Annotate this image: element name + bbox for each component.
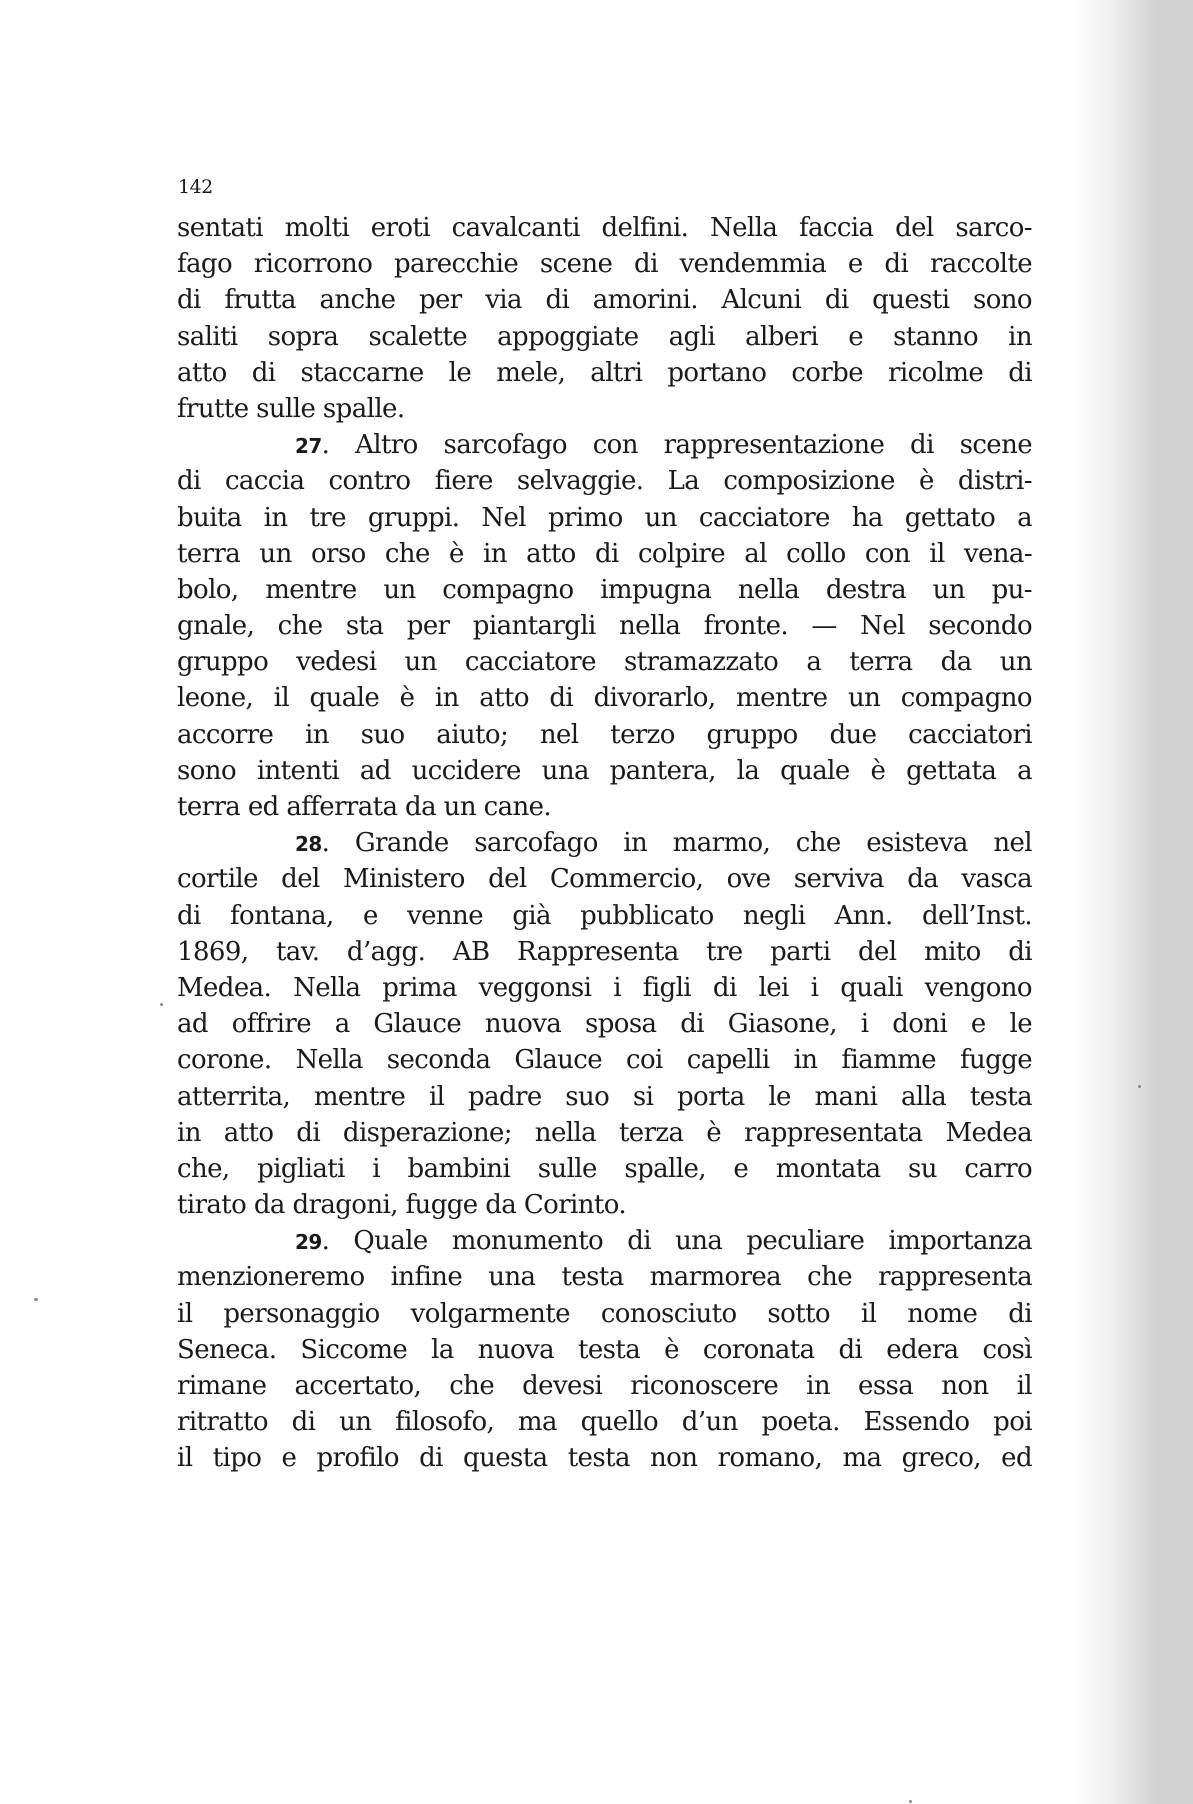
- entry-number: 27: [295, 434, 322, 459]
- line-text: di frutta anche per via di amorini. Alcuni di questi sono: [177, 285, 1032, 316]
- line-text: bolo, mentre un compagno impugna nella destra un pu-: [177, 574, 1032, 605]
- line-text: . Altro sarcofago con rappresentazione di scene: [321, 430, 1032, 461]
- line-text: frutte sulle spalle.: [177, 393, 405, 424]
- line-text: Medea. Nella prima veggonsi i figli di lei i quali vengono: [177, 972, 1032, 1003]
- text-line: [177, 644, 1032, 680]
- line-text: 1869, tav. d’agg. AB Rappresenta tre parti del mito di: [177, 936, 1032, 967]
- line-text: di caccia contro fiere selvaggie. La composizione è distri-: [177, 466, 1032, 497]
- line-text: gnale, che sta per piantargli nella fronte. — Nel secondo: [177, 611, 1032, 642]
- line-text: Seneca. Siccome la nuova testa è coronata di edera così: [177, 1334, 1032, 1365]
- line-text: il tipo e profilo di questa testa non romano, ma greco, ed: [177, 1443, 1032, 1474]
- line-text: cortile del Ministero del Commercio, ove serviva da vasca: [177, 864, 1032, 895]
- line-text: tirato da dragoni, fugge da Corinto.: [177, 1190, 626, 1221]
- text-line: [177, 282, 1032, 318]
- text-line: [177, 1332, 1032, 1368]
- scan-speck: [34, 1298, 38, 1301]
- text-line: [177, 355, 1032, 391]
- scan-speck: [160, 1003, 163, 1006]
- text-line: [177, 1259, 1032, 1295]
- paragraph-start-line: [177, 427, 1032, 463]
- text-line: [177, 717, 1032, 753]
- text-line: [177, 934, 1032, 970]
- body-text: [177, 210, 1032, 1477]
- text-line: [177, 391, 1032, 427]
- text-line: [177, 861, 1032, 897]
- text-line: [177, 789, 1032, 825]
- line-text: menzioneremo infine una testa marmorea che rappresenta: [177, 1262, 1032, 1293]
- line-text: sentati molti eroti cavalcanti delfini. Nella faccia del sarco-: [177, 213, 1032, 243]
- line-text: atto di staccarne le mele, altri portano corbe ricolme di: [177, 357, 1032, 388]
- text-line: [177, 1042, 1032, 1078]
- line-text: . Quale monumento di una peculiare importanza: [321, 1226, 1032, 1257]
- text-line: [177, 970, 1032, 1006]
- line-text: saliti sopra scalette appoggiate agli alberi e stanno in: [177, 321, 1032, 352]
- text-line: [177, 1368, 1032, 1404]
- text-line: [177, 1187, 1032, 1223]
- text-line: [177, 1404, 1032, 1440]
- text-line: [177, 210, 1032, 246]
- line-text: . Grande sarcofago in marmo, che esisteva nel: [321, 828, 1032, 859]
- scan-speck: [909, 1800, 912, 1803]
- line-text: terra ed afferrata da un cane.: [177, 792, 552, 822]
- text-line: [177, 319, 1032, 355]
- entry-number: 29: [295, 1230, 322, 1255]
- text-line: [177, 536, 1032, 572]
- line-text: terra un orso che è in atto di colpire al collo con il vena-: [177, 538, 1032, 569]
- line-text: atterrita, mentre il padre suo si porta le mani alla testa: [177, 1081, 1032, 1112]
- text-line: [177, 500, 1032, 536]
- line-text: in atto di disperazione; nella terza è rappresentata Medea: [177, 1117, 1032, 1148]
- text-line: [177, 1079, 1032, 1115]
- line-text: accorre in suo aiuto; nel terzo gruppo due cacciatori: [177, 719, 1032, 750]
- text-line: [177, 572, 1032, 608]
- text-line: [177, 1296, 1032, 1332]
- line-text: gruppo vedesi un cacciatore stramazzato a terra da un: [177, 647, 1032, 678]
- page-number: 142: [178, 176, 213, 198]
- scan-speck: [1138, 1085, 1141, 1088]
- line-text: sono intenti ad uccidere una pantera, la quale è gettata a: [177, 755, 1032, 786]
- paragraph-start-line: [177, 1223, 1032, 1259]
- text-line: [177, 898, 1032, 934]
- text-line: [177, 608, 1032, 644]
- text-line: [177, 463, 1032, 499]
- line-text: rimane accertato, che devesi riconoscere in essa non il: [177, 1371, 1032, 1401]
- text-line: [177, 1006, 1032, 1042]
- line-text: di fontana, e venne già pubblicato negli Ann. dell’Inst.: [177, 900, 1032, 931]
- line-text: che, pigliati i bambini sulle spalle, e montata su carro: [177, 1153, 1032, 1184]
- line-text: ad offrire a Glauce nuova sposa di Giasone, i doni e le: [177, 1009, 1032, 1040]
- line-text: il personaggio volgarmente conosciuto sotto il nome di: [177, 1298, 1032, 1329]
- line-text: corone. Nella seconda Glauce coi capelli in fiamme fugge: [177, 1045, 1032, 1076]
- paragraph-start-line: [177, 825, 1032, 861]
- line-text: leone, il quale è in atto di divorarlo, mentre un compagno: [177, 683, 1032, 714]
- entry-number: 28: [295, 832, 322, 857]
- text-line: [177, 680, 1032, 716]
- text-line: [177, 1151, 1032, 1187]
- text-line: [177, 1440, 1032, 1476]
- line-text: fago ricorrono parecchie scene di vendemmia e di raccolte: [177, 249, 1032, 280]
- line-text: ritratto di un filosofo, ma quello d’un poeta. Essendo poi: [177, 1407, 1032, 1438]
- page-edge-shadow: [1073, 0, 1193, 1804]
- text-line: [177, 753, 1032, 789]
- text-line: [177, 246, 1032, 282]
- text-line: [177, 1115, 1032, 1151]
- line-text: buita in tre gruppi. Nel primo un cacciatore ha gettato a: [177, 502, 1032, 533]
